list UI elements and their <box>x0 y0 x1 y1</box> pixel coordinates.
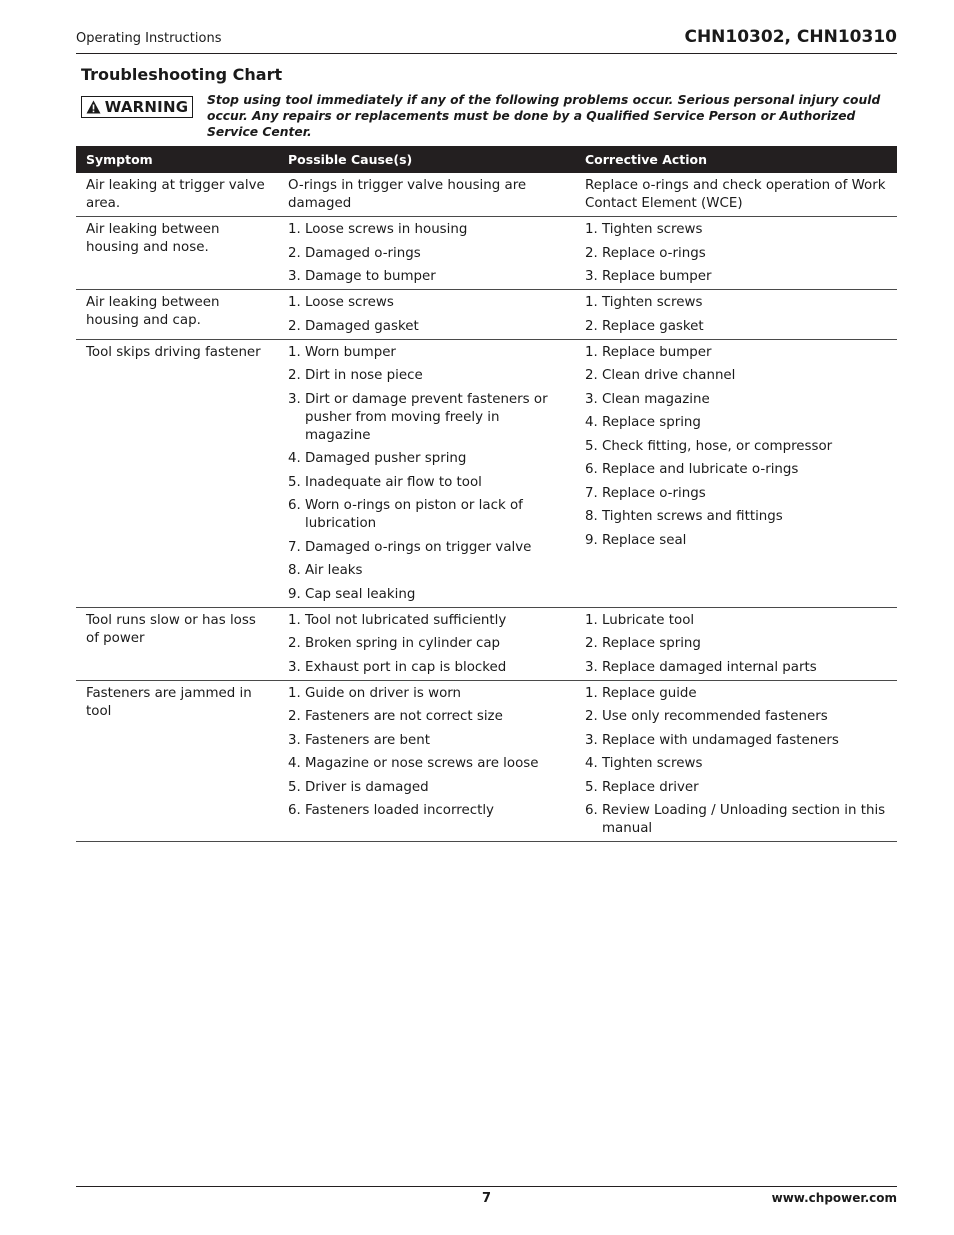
symptom-cell: Fasteners are jammed in tool <box>86 685 252 719</box>
action-number: 2. <box>585 368 598 383</box>
warning-triangle-icon <box>86 100 101 114</box>
cause-number: 1. <box>288 344 301 360</box>
page-number: 7 <box>482 1191 492 1206</box>
cause-text: Damage to bumper <box>305 269 436 284</box>
header-corrective-action: Corrective Action <box>585 152 708 167</box>
action-number: 2. <box>585 636 598 651</box>
cause-number: 5. <box>288 474 301 490</box>
action-text: Replace seal <box>602 532 687 548</box>
action-number: 1. <box>585 612 598 628</box>
action-text: Check fitting, hose, or compressor <box>602 438 833 454</box>
header-possible-causes: Possible Cause(s) <box>288 152 413 167</box>
action-text: Clean magazine <box>602 391 710 407</box>
cause-item <box>288 497 575 533</box>
causes-cell <box>278 612 575 677</box>
page-header <box>76 26 897 54</box>
cause-number: 1. <box>288 685 301 701</box>
warning-badge <box>81 96 193 118</box>
section-title: Troubleshooting Chart <box>81 65 283 84</box>
cause-item <box>288 635 575 653</box>
actions-cell <box>575 294 897 336</box>
action-text: Replace bumper <box>602 269 712 284</box>
action-text: Replace spring <box>602 415 701 430</box>
cause-number: 1. <box>288 222 301 237</box>
action-number: 6. <box>585 462 598 477</box>
cause-number: 7. <box>288 539 301 555</box>
action-number: 5. <box>585 438 598 454</box>
action-text: Tighten screws <box>602 222 703 237</box>
cause-number: 3. <box>288 732 301 748</box>
cause-text: Worn o-rings on piston or lack of lubrication <box>305 498 523 531</box>
action-item <box>585 635 897 653</box>
cause-number: 4. <box>288 451 301 466</box>
action-item <box>585 268 897 286</box>
page-footer <box>76 1186 897 1206</box>
action-item <box>585 461 897 479</box>
cause-item <box>288 177 575 213</box>
action-text: Use only recommended fasteners <box>602 709 828 724</box>
cause-text: Damaged pusher spring <box>305 451 467 466</box>
cause-number: 3. <box>288 659 301 675</box>
action-text: Replace guide <box>602 685 697 701</box>
cause-item <box>288 779 575 797</box>
action-number: 3. <box>585 659 598 675</box>
cause-item <box>288 391 575 445</box>
cause-number: 2. <box>288 245 301 261</box>
action-item <box>585 779 897 797</box>
cause-item <box>288 539 575 557</box>
cause-number: 2. <box>288 636 301 651</box>
cause-text: Worn bumper <box>305 344 396 360</box>
table-row <box>76 681 897 843</box>
action-text: Tighten screws and fittings <box>602 509 783 524</box>
actions-cell <box>575 221 897 286</box>
action-item <box>585 294 897 312</box>
cause-item <box>288 344 575 362</box>
cause-text: Guide on driver is worn <box>305 685 462 701</box>
cause-number: 1. <box>288 295 301 310</box>
cause-item <box>288 367 575 385</box>
action-number: 5. <box>585 779 598 795</box>
cause-item <box>288 708 575 726</box>
cause-item <box>288 294 575 312</box>
action-item <box>585 367 897 385</box>
action-number: 9. <box>585 532 598 548</box>
causes-cell <box>278 344 575 604</box>
table-row <box>76 217 897 290</box>
actions-cell <box>575 344 897 604</box>
cause-number: 8. <box>288 563 301 578</box>
action-text: Replace o-rings <box>602 485 706 501</box>
cause-text: Broken spring in cylinder cap <box>305 636 501 651</box>
cause-item <box>288 612 575 630</box>
action-number: 4. <box>585 756 598 771</box>
cause-number: 5. <box>288 779 301 795</box>
cause-number: 2. <box>288 709 301 724</box>
cause-item <box>288 221 575 239</box>
action-number: 1. <box>585 222 598 237</box>
action-item <box>585 612 897 630</box>
action-number: 2. <box>585 709 598 724</box>
action-item <box>585 802 897 838</box>
causes-cell <box>278 685 575 839</box>
action-item <box>585 708 897 726</box>
actions-cell <box>575 612 897 677</box>
table-row <box>76 173 897 217</box>
action-text: Tighten screws <box>602 295 703 310</box>
cause-text: Fasteners are not correct size <box>305 709 503 724</box>
table-row <box>76 290 897 340</box>
cause-item <box>288 450 575 468</box>
action-item <box>585 318 897 336</box>
cause-number: 6. <box>288 803 301 818</box>
cause-number: 3. <box>288 391 301 407</box>
cause-text: Tool not lubricated sufficiently <box>305 612 507 628</box>
action-text: Review Loading / Unloading section in this manual <box>602 803 886 836</box>
cause-text: Driver is damaged <box>305 779 429 795</box>
cause-number: 1. <box>288 612 301 628</box>
action-text: Replace with undamaged fasteners <box>602 732 839 748</box>
actions-cell <box>575 685 897 839</box>
action-number: 2. <box>585 318 598 334</box>
symptom-cell: Air leaking between housing and nose. <box>86 222 220 255</box>
action-item <box>585 685 897 703</box>
cause-item <box>288 685 575 703</box>
action-item <box>585 414 897 432</box>
action-text: Replace o-rings <box>602 245 706 261</box>
action-number: 6. <box>585 803 598 818</box>
cause-text: Loose screws <box>305 295 394 310</box>
header-model-numbers: CHN10302, CHN10310 <box>684 27 897 47</box>
action-text: Tighten screws <box>602 756 703 771</box>
cause-number: 9. <box>288 586 301 602</box>
table-row <box>76 608 897 681</box>
cause-text: Exhaust port in cap is blocked <box>305 659 507 675</box>
cause-item <box>288 474 575 492</box>
header-section-label: Operating Instructions <box>76 31 222 46</box>
symptom-cell: Tool runs slow or has loss of power <box>86 612 256 646</box>
table-body <box>76 173 897 842</box>
symptom-cell: Air leaking between housing and cap. <box>86 295 220 328</box>
actions-cell <box>575 177 897 213</box>
table-row <box>76 340 897 608</box>
action-number: 3. <box>585 269 598 284</box>
causes-cell <box>278 294 575 336</box>
cause-text: Dirt or damage prevent fasteners or pusher from moving freely in magazine <box>305 391 548 443</box>
cause-item <box>288 755 575 773</box>
action-text: Replace spring <box>602 636 701 651</box>
action-text: Replace gasket <box>602 318 704 334</box>
header-symptom: Symptom <box>86 152 153 167</box>
action-text: Clean drive channel <box>602 368 736 383</box>
action-number: 1. <box>585 344 598 360</box>
cause-number: 2. <box>288 368 301 383</box>
cause-item <box>288 318 575 336</box>
action-item <box>585 532 897 550</box>
action-item <box>585 485 897 503</box>
action-number: 3. <box>585 391 598 407</box>
cause-text: Fasteners are bent <box>305 732 430 748</box>
action-item <box>585 438 897 456</box>
cause-text: Damaged o-rings <box>305 245 421 261</box>
action-text: Lubricate tool <box>602 612 695 628</box>
cause-text: Damaged o-rings on trigger valve <box>305 539 532 555</box>
cause-text: Air leaks <box>305 563 363 578</box>
cause-item <box>288 802 575 820</box>
cause-text: Damaged gasket <box>305 318 419 334</box>
action-number: 7. <box>585 485 598 501</box>
action-item <box>585 177 897 213</box>
symptom-cell: Tool skips driving fastener <box>86 344 261 360</box>
warning-label: WARNING <box>104 98 189 116</box>
cause-text: Magazine or nose screws are loose <box>305 756 539 771</box>
cause-number: 2. <box>288 318 301 334</box>
action-item <box>585 391 897 409</box>
symptom-cell: Air leaking at trigger valve area. <box>86 178 265 211</box>
cause-number: 6. <box>288 498 301 513</box>
cause-item <box>288 268 575 286</box>
action-text: Replace bumper <box>602 344 712 360</box>
troubleshooting-table <box>76 146 897 842</box>
cause-text: Cap seal leaking <box>305 586 416 602</box>
action-item <box>585 344 897 362</box>
action-item <box>585 508 897 526</box>
action-number: 3. <box>585 732 598 748</box>
action-item <box>585 221 897 239</box>
action-item <box>585 245 897 263</box>
action-number: 8. <box>585 509 598 524</box>
cause-item <box>288 732 575 750</box>
action-item <box>585 755 897 773</box>
action-number: 1. <box>585 685 598 701</box>
cause-item <box>288 562 575 580</box>
cause-item <box>288 586 575 604</box>
warning-text: Stop using tool immediately if any of the following problems occur. Serious personal injury could occur. Any repairs or replacements must be done by a Qualified Service Person or Authorized Service Center. <box>207 93 881 139</box>
causes-cell <box>278 221 575 286</box>
action-number: 1. <box>585 295 598 310</box>
cause-item <box>288 659 575 677</box>
action-number: 2. <box>585 245 598 261</box>
action-item <box>585 732 897 750</box>
causes-cell <box>278 177 575 213</box>
action-text: Replace driver <box>602 779 699 795</box>
action-item <box>585 659 897 677</box>
cause-text: Fasteners loaded incorrectly <box>305 803 494 818</box>
cause-text: Loose screws in housing <box>305 222 468 237</box>
cause-number: 3. <box>288 269 301 284</box>
action-text: Replace damaged internal parts <box>602 659 817 675</box>
action-number: 4. <box>585 415 598 430</box>
table-header <box>76 146 897 173</box>
action-text: Replace o-rings and check operation of Work Contact Element (WCE) <box>585 178 886 211</box>
cause-number: 4. <box>288 756 301 771</box>
cause-text: Dirt in nose piece <box>305 368 423 383</box>
cause-text: Inadequate air flow to tool <box>305 474 482 490</box>
website-url: www.chpower.com <box>771 1191 897 1205</box>
cause-item <box>288 245 575 263</box>
cause-text: O-rings in trigger valve housing are damaged <box>288 178 527 211</box>
action-text: Replace and lubricate o-rings <box>602 462 799 477</box>
